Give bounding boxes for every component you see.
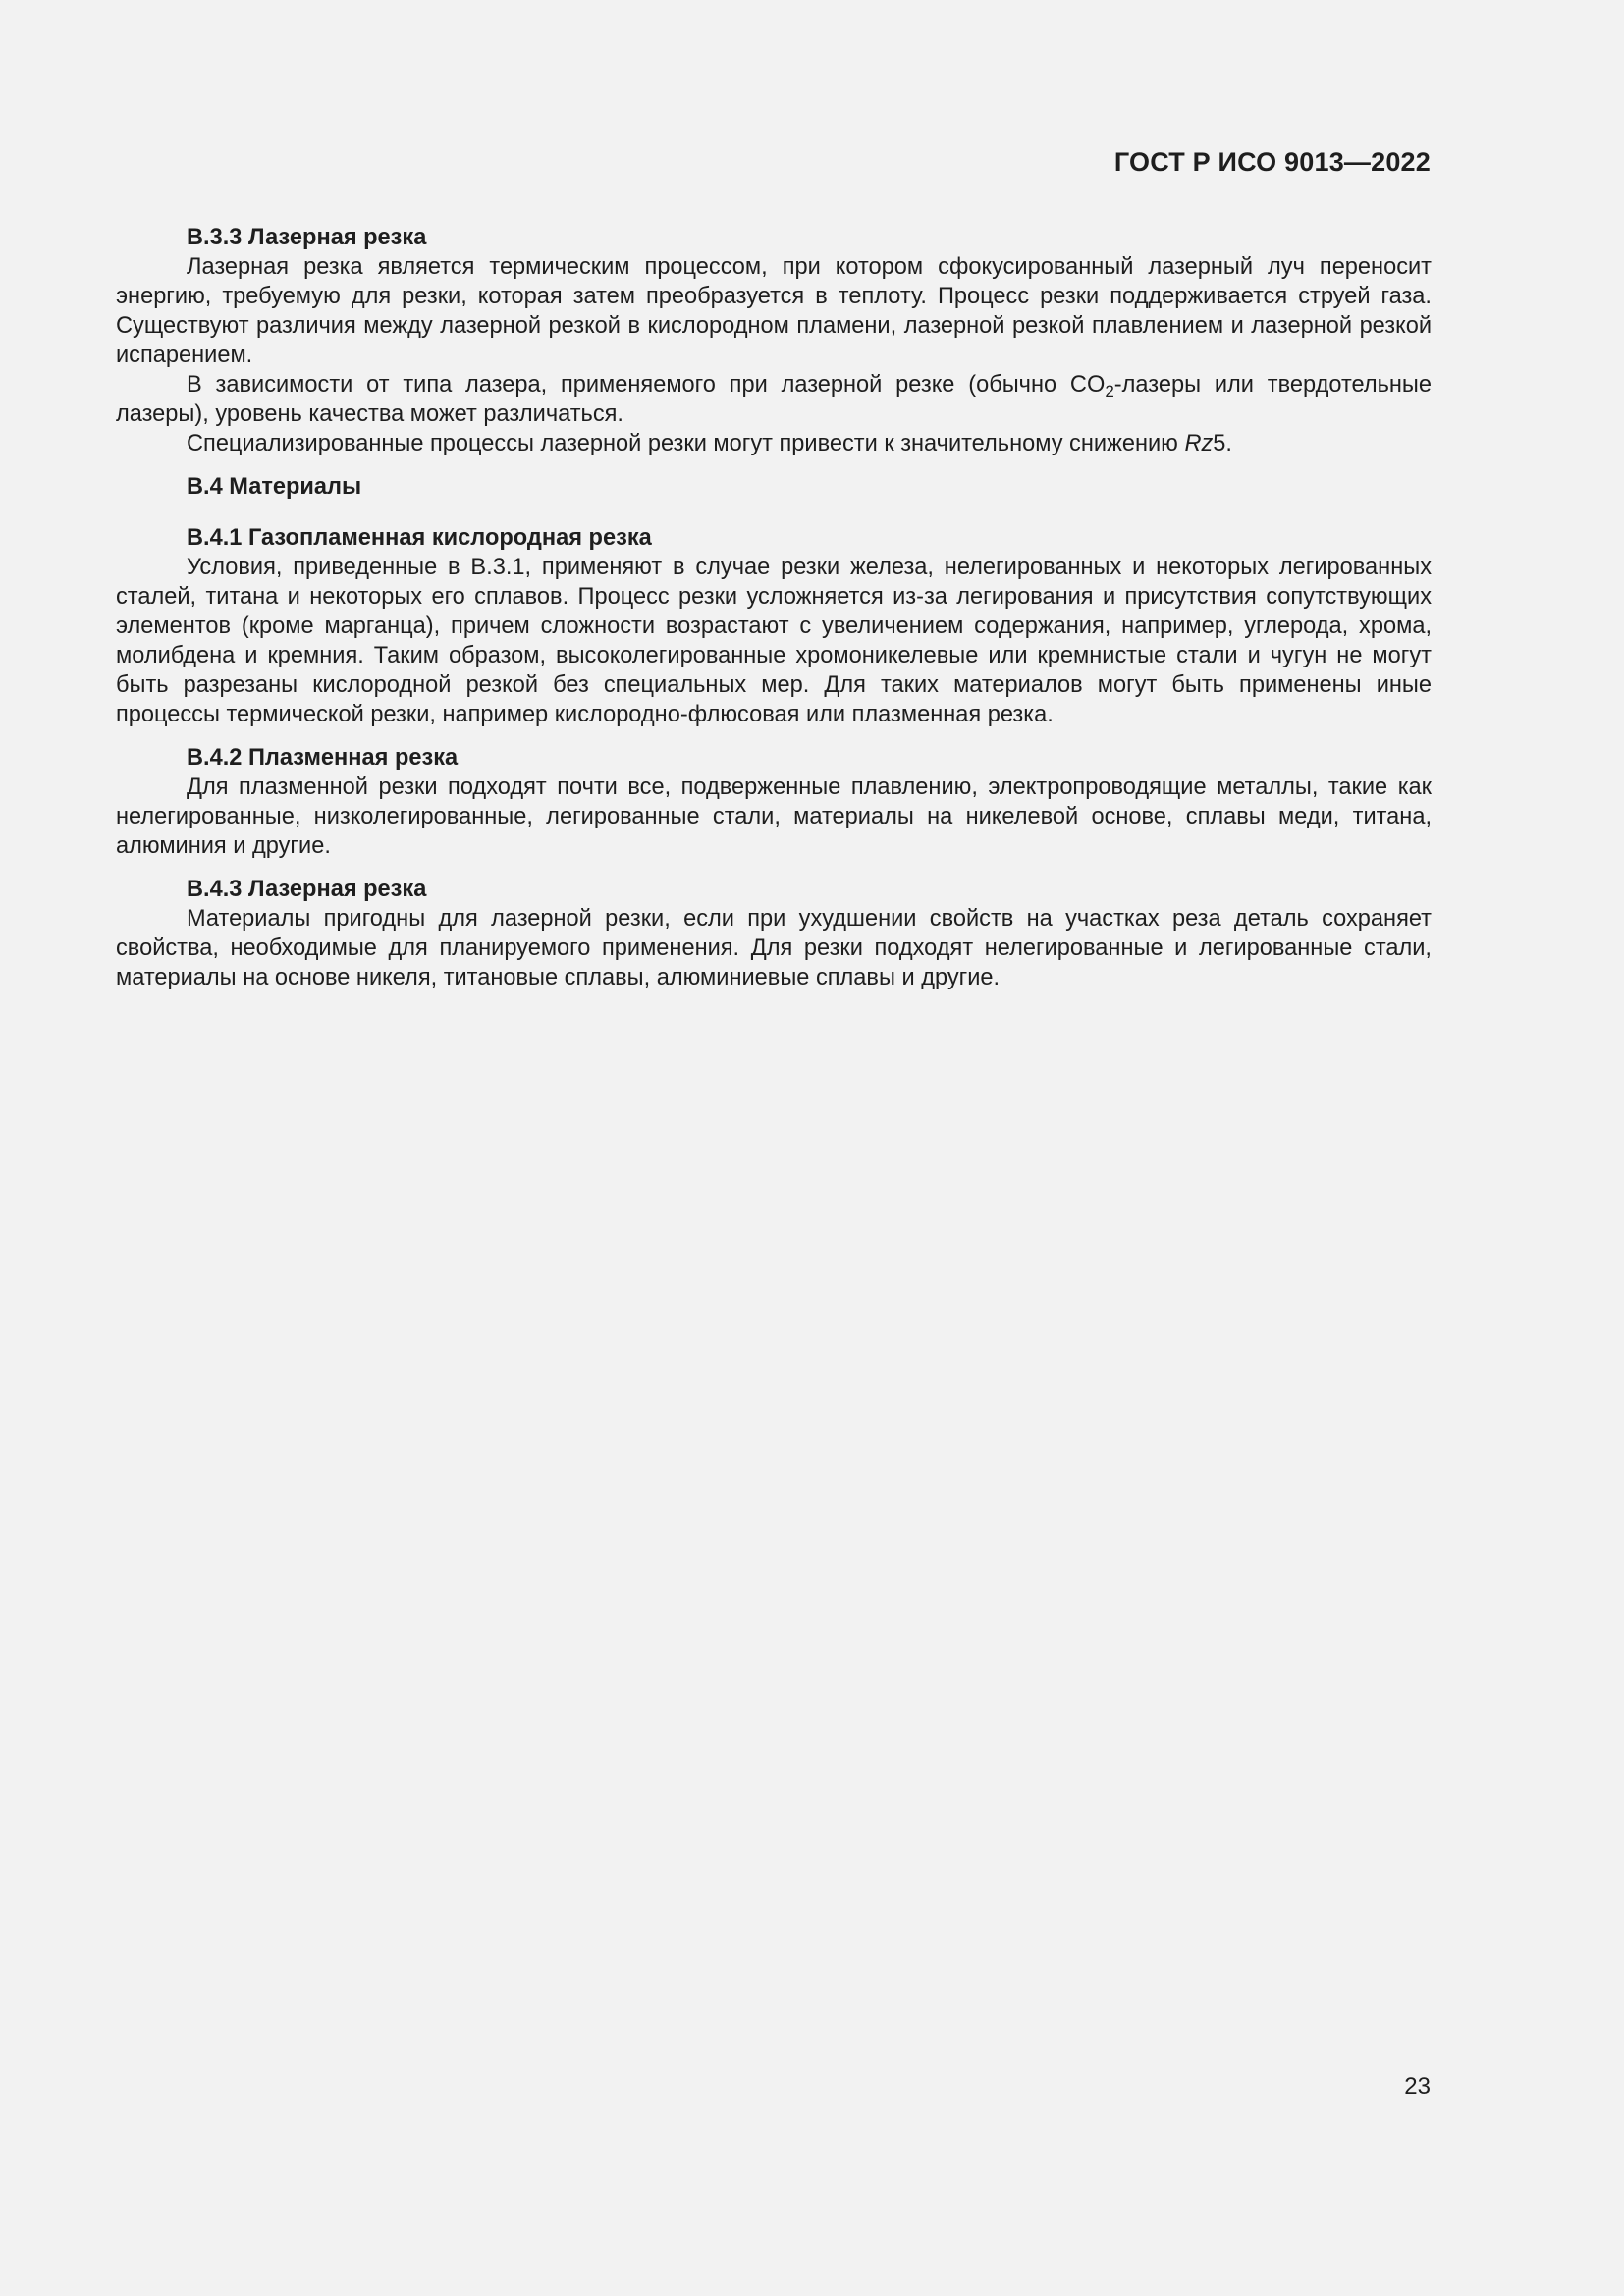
- section-b41-paragraph-1: Условия, приведенные в В.3.1, применяют в случае резки железа, нелегированных и некоторых легированных сталей, титана и некоторых его сплавов. Процесс резки усложняется из-за легирования и присутствия сопутствующих элементов (кроме марганца), причем сложности возрастают с увеличением содержания, например, углерода, хрома, молибдена и кремния. Таким образом, высоколегированные хромоникелевые или кремнистые стали и чугун не могут быть разрезаны кислородной резкой без специальных мер. Для таких материалов могут быть применены иные процессы термической резки, например кислородно-флюсовая или плазменная резка.: [116, 555, 1432, 727]
- section-b33-paragraph-1: Лазерная резка является термическим процессом, при котором сфокусированный лазерный луч переносит энергию, требуемую для резки, которая затем преобразуется в теплоту. Процесс резки поддерживается струей газа. Существуют различия между лазерной резкой в кислородном пламени, лазерной резкой плавлением и лазерной резкой испарением.: [116, 254, 1432, 368]
- section-b41-heading: B.4.1 Газопламенная кислородная резка: [187, 525, 652, 551]
- section-b33-paragraph-2: [116, 370, 1432, 429]
- section-b4-heading: B.4 Материалы: [187, 474, 362, 500]
- section-b33-heading: B.3.3 Лазерная резка: [187, 225, 427, 250]
- document-header-id: ГОСТ Р ИСО 9013—2022: [1113, 147, 1431, 177]
- page-number: 23: [1404, 2073, 1431, 2100]
- paragraph-text: Специализированные процессы лазерной резки могут привести к значительному снижению: [187, 431, 1185, 456]
- section-b43-heading: B.4.3 Лазерная резка: [187, 877, 427, 902]
- paragraph-text: -лазеры или твердотельные лазеры), уровень качества может различаться.: [116, 372, 1432, 427]
- paragraph-text: 5.: [1213, 431, 1232, 456]
- section-b43-paragraph-1: Материалы пригодны для лазерной резки, если при ухудшении свойств на участках реза деталь сохраняет свойства, необходимые для планируемого применения. Для резки подходят нелегированные и легированные стали, материалы на основе никеля, титановые сплавы, алюминиевые сплавы и другие.: [116, 906, 1432, 990]
- rz-symbol: Rz: [1184, 431, 1214, 456]
- subscript-two: 2: [1105, 382, 1114, 400]
- document-body: [116, 223, 1432, 992]
- paragraph-text: В зависимости от типа лазера, применяемого при лазерной резке (обычно CO: [187, 372, 1106, 398]
- section-b42-heading: B.4.2 Плазменная резка: [187, 745, 459, 771]
- section-b42-paragraph-1: Для плазменной резки подходят почти все, подверженные плавлению, электропроводящие металлы, такие как нелегированные, низколегированные, легированные стали, материалы на никелевой основе, сплавы меди, титана, алюминия и другие.: [116, 774, 1432, 859]
- section-b33-paragraph-3: [116, 429, 1432, 458]
